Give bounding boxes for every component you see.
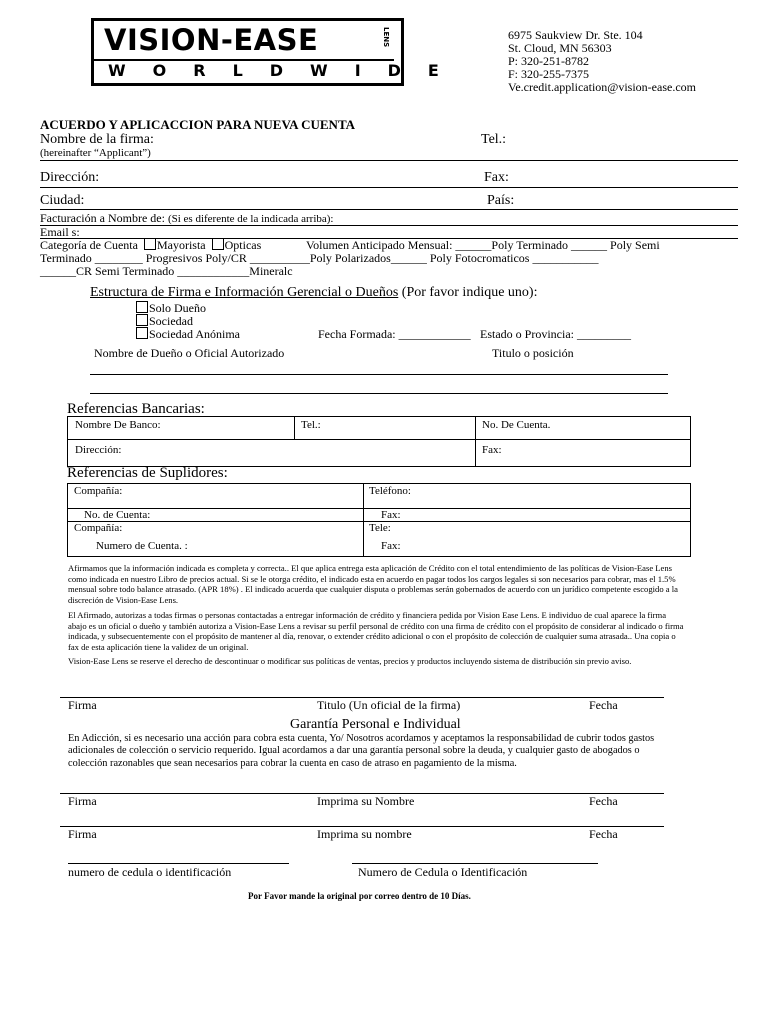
signature-date-label: Fecha — [589, 794, 618, 808]
bank-account-label[interactable]: No. De Cuenta. — [482, 419, 551, 431]
opticas-checkbox[interactable] — [212, 238, 224, 250]
address-line-field[interactable] — [40, 187, 738, 188]
supplier2-phone[interactable]: Tele: — [369, 522, 391, 534]
supplier1-phone[interactable]: Teléfono: — [369, 485, 411, 497]
volume-line-1: Volumen Anticipado Mensual: ______Poly Terminado ______ Poly Semi — [306, 238, 660, 252]
volume-line-2: Terminado ________ Progresivos Poly/CR __________Poly Polarizados______ Poly Fotocromaticos ___________ — [40, 251, 599, 265]
corporation-checkbox[interactable] — [136, 327, 148, 339]
mayorista-label: Mayorista — [156, 238, 206, 252]
bank-title: Referencias Bancarias: — [67, 401, 205, 417]
supplier1-company[interactable]: Compañía: — [74, 485, 123, 497]
owner-label: Nombre de Dueño o Oficial Autorizado — [94, 346, 285, 360]
partnership-label: Sociedad — [149, 314, 193, 328]
legal-paragraph-3: Vision-Ease Lens se reserve el derecho de descontinuar o modificar sus políticas de ventas, precios y productos incluyendo sistema de distribución sin previo aviso. — [68, 656, 632, 666]
signature-label: Firma — [68, 698, 97, 712]
print-name-label: Imprima su Nombre — [317, 794, 415, 808]
mayorista-checkbox[interactable] — [144, 238, 156, 250]
address-line: 6975 Saukview Dr. Ste. 104 — [508, 28, 643, 42]
sole-owner-checkbox[interactable] — [136, 301, 148, 313]
legal-paragraph-2: El Afirmado, autorizas a todas firmas o personas contactadas a entregar información de crédito y financiera pedida por Vision Ease Lens. E individuo de cual aparece la firma abajo es un oficial o dueño y también autoriza a Vision-Ease Lens a revisar su perfil personal de crédito con una firma de crédito con el propósito de considerar al indicado o firma indicada, y subsecuentemente con el propósito de mantener al día, renovar, o extender crédito adicional o con el propósito de colección de cualquier suma atrasada.. Una copia o fax de esta aplicación tiene la validez de un original. — [68, 610, 684, 652]
bank-fax-label[interactable]: Fax: — [482, 444, 502, 456]
state-province: Estado o Provincia: _________ — [480, 327, 631, 341]
signature-label: Firma — [68, 794, 97, 808]
print-name-label: Imprima su nombre — [317, 827, 412, 841]
ownership-title: Estructura de Firma e Información Gerencial o Dueños — [90, 285, 399, 300]
signature-title-label: Titulo (Un oficial de la firma) — [317, 698, 461, 712]
position-label: Titulo o posición — [492, 346, 574, 360]
guarantee-text: En Adicción, si es necesario una acción para cobra esta cuenta, Yo/ Nosotros acordamos y aceptamos la responsabilidad de cubrir todos gastos adicionales de colección o servicio requerido. Igual acordamos a dar una garantía personal sobre la deuda, y cualquier gasto de abogados o colección razonables que sean necesarios para cobrar la cuenta en caso de atraso en pagamiento de la misma. — [68, 733, 655, 769]
supplier2-fax[interactable]: Fax: — [381, 540, 401, 552]
billing-row — [40, 211, 334, 226]
account-category-label: Categoría de Cuenta — [40, 238, 138, 252]
owner-line-2[interactable] — [90, 393, 668, 394]
address-email: Ve.credit.application@vision-ease.com — [508, 80, 696, 94]
applicant-note: (hereinafter “Applicant”) — [40, 147, 151, 159]
id-line-1[interactable] — [68, 863, 289, 864]
ownership-option — [136, 327, 240, 342]
address-line: P: 320-251-8782 — [508, 54, 589, 68]
id-label-2: Numero de Cedula o Identificación — [358, 865, 528, 879]
date-formed: Fecha Formada: ____________ — [318, 327, 471, 341]
tel-label: Tel.: — [481, 132, 507, 147]
signature-date-label: Fecha — [589, 827, 618, 841]
bank-name-label[interactable]: Nombre De Banco: — [75, 419, 161, 431]
billing-label: Facturación a Nombre de: — [40, 211, 165, 225]
id-label-1: numero de cedula o identificación — [68, 865, 232, 879]
email-label: Email s: — [40, 225, 80, 239]
city-line[interactable] — [40, 209, 738, 210]
sole-owner-label: Solo Dueño — [149, 301, 206, 315]
logo — [91, 18, 466, 86]
partnership-checkbox[interactable] — [136, 314, 148, 326]
form-title: ACUERDO Y APLICACCION PARA NUEVA CUENTA — [40, 117, 356, 132]
logo-main-text: VISION-EASE — [104, 23, 319, 57]
bank-tel-label[interactable]: Tel.: — [301, 419, 321, 431]
ownership-title-row — [90, 285, 537, 301]
id-line-2[interactable] — [352, 863, 598, 864]
opticas-label: Opticas — [224, 238, 262, 252]
logo-side-text: LENS — [382, 27, 390, 48]
logo-sub-text: WORLDWIDE — [108, 61, 466, 80]
firm-name-label: Nombre de la firma: — [40, 132, 154, 147]
bank-address-label[interactable]: Dirección: — [75, 444, 122, 456]
legal-paragraph-1: Afirmamos que la información indicada es completa y correcta.. El que aplica entrega esta aplicación de Crédito con el total entendimiento de las políticas de Vision-Ease Lens como indicada en nuestro Libro de precios actual. Si se le otorga crédito, el indicado esta en acuerdo en pagar todos los cargos legales si son necesarios para cobrar, mas el 1.5% mensual sobre todo balance atrasado. (APR 18%) . El indicado acuerda que cualquier disputa o problemas serán gobernados de acuerdo con un jurídico competente escogido a la discreción de Vision-Ease Lens. — [68, 563, 678, 605]
signature-label: Firma — [68, 827, 97, 841]
owner-line-1[interactable] — [90, 374, 668, 375]
fax-label: Fax: — [484, 170, 509, 185]
billing-note: (Si es diferente de la indicada arriba): — [167, 213, 334, 225]
supplier2-company[interactable]: Compañía: — [74, 522, 123, 534]
ownership-note: (Por favor indique uno): — [401, 285, 538, 300]
suppliers-table — [67, 483, 691, 557]
firm-name-line[interactable] — [40, 160, 738, 161]
supplier1-account[interactable]: No. de Cuenta: — [84, 509, 151, 521]
billing-line[interactable] — [40, 225, 738, 226]
corporation-label: Sociedad Anónima — [149, 327, 240, 341]
volume-line-3: ______CR Semi Terminado ____________Mineralc — [40, 264, 293, 278]
country-label: País: — [487, 193, 515, 208]
footer-note: Por Favor mande la original por correo dentro de 10 Días. — [248, 891, 471, 901]
address-line: St. Cloud, MN 56303 — [508, 41, 612, 55]
city-label: Ciudad: — [40, 193, 85, 208]
supplier1-fax[interactable]: Fax: — [381, 509, 401, 521]
suppliers-title: Referencias de Suplidores: — [67, 465, 228, 481]
address-line: F: 320-255-7375 — [508, 67, 589, 81]
address-label: Dirección: — [40, 170, 100, 185]
signature-date-label: Fecha — [589, 698, 618, 712]
bank-table — [67, 416, 691, 467]
guarantee-title: Garantía Personal e Individual — [290, 717, 461, 732]
supplier2-account[interactable]: Numero de Cuenta. : — [96, 540, 188, 552]
